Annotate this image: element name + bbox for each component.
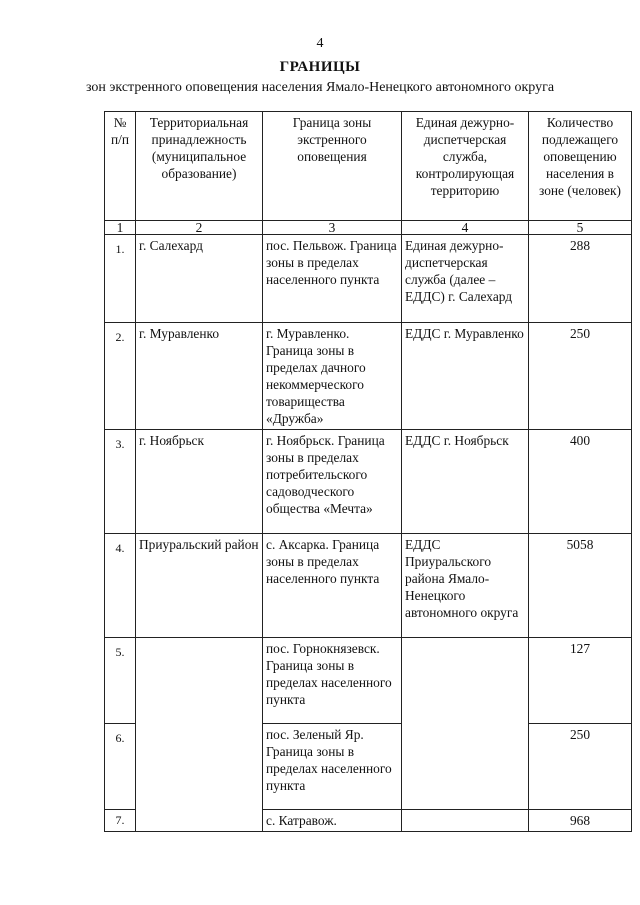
table-header-row (105, 112, 632, 221)
table-row (105, 235, 632, 323)
row-number: 5. (105, 638, 136, 724)
row-number: 4. (105, 534, 136, 638)
service-cell: Единая дежурно-диспетчерская служба (далее – ЕДДС) г. Салехард (402, 235, 529, 323)
territory-cell: Приуральский район (136, 534, 263, 638)
service-cell (402, 638, 529, 810)
row-number: 6. (105, 724, 136, 810)
header-zone: Граница зоны экстренного оповещения (263, 112, 402, 221)
column-number: 2 (136, 221, 263, 235)
table-row (105, 430, 632, 534)
count-cell: 400 (529, 430, 632, 534)
document-title: ГРАНИЦЫ (279, 59, 361, 75)
zone-cell: пос. Пельвож. Граница зоны в пределах населенного пункта (263, 235, 402, 323)
service-cell: ЕДДС Приуральского района Ямало-Ненецкого автономного округа (402, 534, 529, 638)
count-cell: 5058 (529, 534, 632, 638)
column-number: 3 (263, 221, 402, 235)
count-cell: 127 (529, 638, 632, 724)
row-number: 7. (105, 810, 136, 832)
row-number: 2. (105, 323, 136, 430)
zone-cell: пос. Горнокнязевск. Граница зоны в пределах населенного пункта (263, 638, 402, 724)
row-number: 3. (105, 430, 136, 534)
count-cell: 288 (529, 235, 632, 323)
zone-cell: пос. Зеленый Яр. Граница зоны в пределах населенного пункта (263, 724, 402, 810)
column-number: 1 (105, 221, 136, 235)
zone-cell: г. Ноябрьск. Граница зоны в пределах потребительского садоводческого общества «Мечта» (263, 430, 402, 534)
header-count: Количество подлежащего оповещению населения в зоне (человек) (529, 112, 632, 221)
territory-cell (136, 638, 263, 832)
column-number: 5 (529, 221, 632, 235)
table-row (105, 534, 632, 638)
zone-cell: с. Аксарка. Граница зоны в пределах населенного пункта (263, 534, 402, 638)
header-number: № п/п (105, 112, 136, 221)
table-row (105, 323, 632, 430)
count-cell: 968 (529, 810, 632, 832)
zone-cell: с. Катравож. (263, 810, 402, 832)
service-cell: ЕДДС г. Ноябрьск (402, 430, 529, 534)
page-number: 4 (316, 36, 324, 51)
count-cell: 250 (529, 323, 632, 430)
header-territory: Территориальная принадлежность (муниципальное образование) (136, 112, 263, 221)
column-number-row (105, 221, 632, 235)
territory-cell: г. Ноябрьск (136, 430, 263, 534)
row-number: 1. (105, 235, 136, 323)
header-service: Единая дежурно-диспетчерская служба, контролирующая территорию (402, 112, 529, 221)
service-cell (402, 810, 529, 832)
service-cell: ЕДДС г. Муравленко (402, 323, 529, 430)
zone-cell: г. Муравленко. Граница зоны в пределах дачного некоммерческого товарищества «Дружба» (263, 323, 402, 430)
territory-cell: г. Муравленко (136, 323, 263, 430)
count-cell: 250 (529, 724, 632, 810)
document-subtitle: зон экстренного оповещения населения Ямало-Ненецкого автономного округа (85, 80, 555, 95)
territory-cell: г. Салехард (136, 235, 263, 323)
table-row (105, 638, 632, 724)
column-number: 4 (402, 221, 529, 235)
zones-table (104, 111, 632, 832)
